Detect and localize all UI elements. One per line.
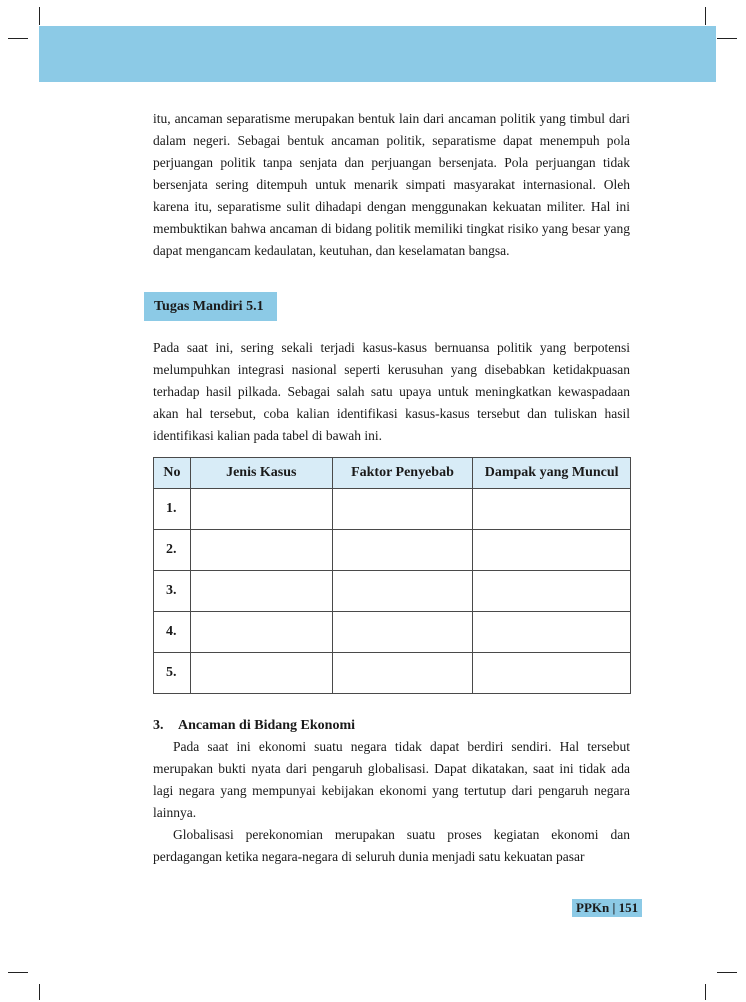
row-number: 2. [154,530,191,571]
column-header-faktor-penyebab: Faktor Penyebab [332,458,473,489]
table-cell[interactable] [190,530,332,571]
table-cell[interactable] [332,612,473,653]
intro-paragraph: itu, ancaman separatisme merupakan bentuk lain dari ancaman politik yang timbul dari dalam negeri. Sebagai bentuk ancaman politik, separatisme dapat menempuh pola perjuangan politik tanpa senjata dan perjuangan bersenjata. Pola perjuangan tidak bersenjata sering ditempuh untuk menarik simpati masyarakat internasional. Oleh karena itu, separatisme sulit dihadapi dengan menggunakan kekuatan militer. Hal ini membuktikan bahwa ancaman di bidang politik memiliki tingkat risiko yang besar yang dapat mengancam kedaulatan, keutuhan, dan keselamatan bangsa. [153,111,630,258]
table-row [154,571,631,612]
table-cell[interactable] [473,571,631,612]
table-cell[interactable] [473,612,631,653]
tugas-paragraph: Pada saat ini, sering sekali terjadi kasus-kasus bernuansa politik yang berpotensi melumpuhkan integrasi nasional seperti kerusuhan yang disebabkan ketidakpuasan terhadap hasil pilkada. Sebagai salah satu upaya untuk meningkatkan kewaspadaan akan hal tersebut, coba kalian identifikasi kasus-kasus tersebut dan tuliskan hasil identifikasi kalian pada tabel di bawah ini. [153,340,630,443]
crop-mark [705,7,706,25]
table-cell[interactable] [332,530,473,571]
section-paragraph-2: Globalisasi perekonomian merupakan suatu proses kegiatan ekonomi dan perdagangan ketika negara-negara di seluruh dunia menjadi satu kekuatan pasar [153,827,630,864]
crop-mark [39,7,40,25]
table-cell[interactable] [332,653,473,694]
table-cell[interactable] [190,489,332,530]
crop-mark [8,38,28,39]
crop-mark [39,984,40,1000]
column-header-no: No [154,458,191,489]
crop-mark [705,984,706,1000]
table-header-row [154,458,631,489]
tugas-mandiri-title: Tugas Mandiri 5.1 [144,292,277,321]
page-number-label: PPKn | 151 [572,899,642,917]
section-number: 3. [153,718,164,733]
section-title: Ancaman di Bidang Ekonomi [178,718,355,733]
table-cell[interactable] [473,489,631,530]
crop-mark [8,972,28,973]
table-cell[interactable] [190,612,332,653]
table-cell[interactable] [473,530,631,571]
table-cell[interactable] [473,653,631,694]
crop-mark [717,972,737,973]
crop-mark [717,38,737,39]
table-cell[interactable] [190,571,332,612]
table-cell[interactable] [190,653,332,694]
kasus-table [153,457,631,694]
table-row [154,489,631,530]
table-cell[interactable] [332,489,473,530]
row-number: 4. [154,612,191,653]
row-number: 5. [154,653,191,694]
column-header-dampak: Dampak yang Muncul [473,458,631,489]
table-cell[interactable] [332,571,473,612]
row-number: 3. [154,571,191,612]
table-row [154,653,631,694]
table-row [154,612,631,653]
column-header-jenis-kasus: Jenis Kasus [190,458,332,489]
table-row [154,530,631,571]
section-paragraph-1: Pada saat ini ekonomi suatu negara tidak dapat berdiri sendiri. Hal tersebut merupakan bukti nyata dari pengaruh globalisasi. Dapat dikatakan, saat ini tidak ada lagi negara yang mempunyai kebijakan ekonomi yang tertutup dari pengaruh negara lainnya. [153,739,630,820]
header-band [39,26,716,82]
row-number: 1. [154,489,191,530]
section-heading [153,715,355,737]
